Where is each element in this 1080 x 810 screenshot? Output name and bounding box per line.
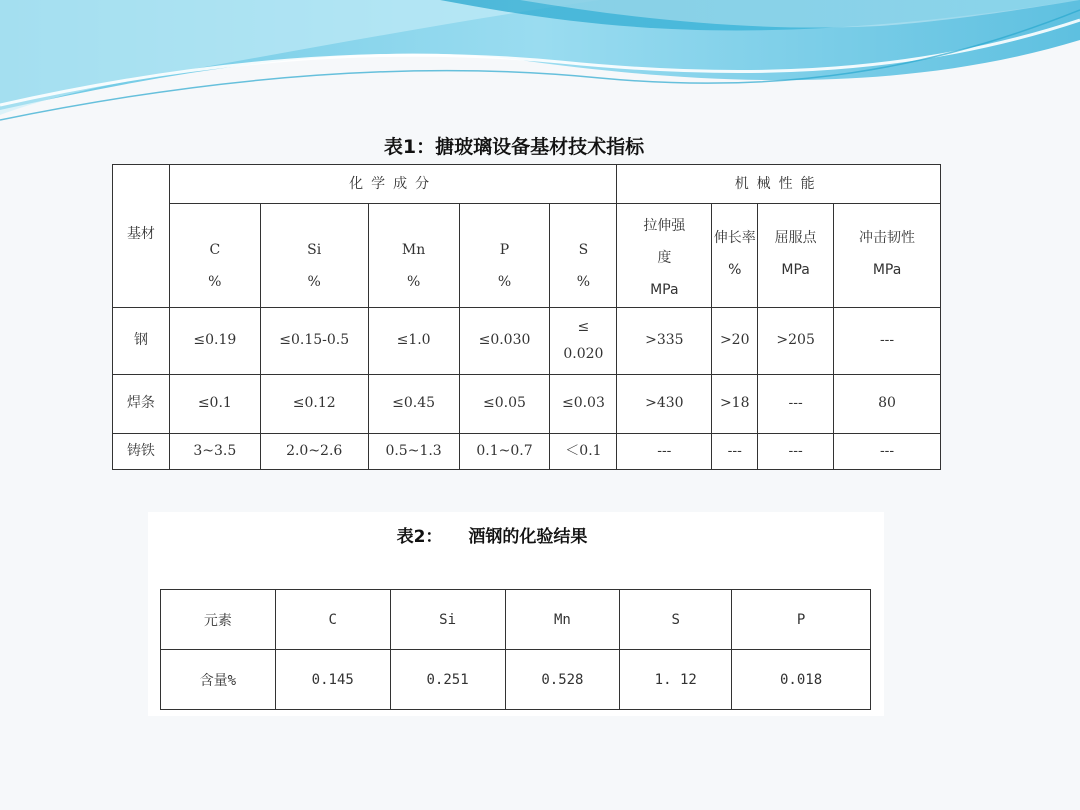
table-cell: 1. 12 <box>620 650 732 710</box>
table1-group-header-row <box>113 165 941 204</box>
col-header-mn: Mn % <box>368 204 459 308</box>
row-label-steel: 钢 <box>113 307 170 374</box>
table1-title: 表1：搪玻璃设备基材技术指标 <box>383 136 645 158</box>
table-cell: >335 <box>617 307 712 374</box>
steel-assay-table <box>160 589 871 710</box>
row-label-electrode: 焊条 <box>113 374 170 433</box>
header-wave-decoration <box>0 0 1080 140</box>
table2-header-cell: P <box>732 590 871 650</box>
table-cell: --- <box>758 433 834 469</box>
col-header-yield-point: 屈服点 MPa <box>758 204 834 308</box>
table-cell: 0.528 <box>505 650 620 710</box>
table-cell: --- <box>712 433 758 469</box>
table-cell: ≤0.030 <box>459 307 550 374</box>
table-cell: 2.0~2.6 <box>260 433 368 469</box>
table-cell: --- <box>834 433 941 469</box>
table-cell: ≤0.1 <box>169 374 260 433</box>
table2-header-cell: Si <box>390 590 505 650</box>
col-header-tensile-strength: 拉伸强 度 MPa <box>617 204 712 308</box>
table-cell: ≤0.45 <box>368 374 459 433</box>
table-row <box>161 650 871 710</box>
row-label-cast-iron: 铸铁 <box>113 433 170 469</box>
table-row <box>113 374 941 433</box>
table-cell: >430 <box>617 374 712 433</box>
substrate-spec-table <box>112 164 941 470</box>
table-cell: ≤0.03 <box>550 374 617 433</box>
table2-header-cell: S <box>620 590 732 650</box>
table-cell: --- <box>834 307 941 374</box>
table-cell: 3~3.5 <box>169 433 260 469</box>
table-cell: ≤ 0.020 <box>550 307 617 374</box>
table-cell: 80 <box>834 374 941 433</box>
col-header-s: S % <box>550 204 617 308</box>
mech-group-header: 机械性能 <box>617 165 941 204</box>
col-header-impact-toughness: 冲击韧性 MPa <box>834 204 941 308</box>
table-cell: 0.1~0.7 <box>459 433 550 469</box>
table-cell: 0.5~1.3 <box>368 433 459 469</box>
table-cell: >20 <box>712 307 758 374</box>
table-cell: 0.251 <box>390 650 505 710</box>
table-cell: --- <box>758 374 834 433</box>
table-cell: ≤0.15-0.5 <box>260 307 368 374</box>
table-cell: --- <box>617 433 712 469</box>
chem-group-header: 化学成分 <box>169 165 617 204</box>
table-cell: 含量% <box>161 650 276 710</box>
table-row <box>113 433 941 469</box>
table-cell: ≤1.0 <box>368 307 459 374</box>
table-cell: ≤0.05 <box>459 374 550 433</box>
table-cell: ≤0.19 <box>169 307 260 374</box>
table-cell: 0.018 <box>732 650 871 710</box>
table1-column-header-row <box>113 204 941 308</box>
col-header-elongation: 伸长率 % <box>712 204 758 308</box>
table-row <box>113 307 941 374</box>
table-cell: ≤0.12 <box>260 374 368 433</box>
table-cell: ＜0.1 <box>550 433 617 469</box>
table-cell: >18 <box>712 374 758 433</box>
col-header-c: C % <box>169 204 260 308</box>
table1-corner-header: 基材 <box>113 165 170 308</box>
col-header-p: P % <box>459 204 550 308</box>
table2-header-row <box>161 590 871 650</box>
table-cell: >205 <box>758 307 834 374</box>
table2-header-cell: 元素 <box>161 590 276 650</box>
col-header-si: Si % <box>260 204 368 308</box>
table2-header-cell: C <box>275 590 390 650</box>
table2-title: 表2： 酒钢的化验结果 <box>396 527 588 547</box>
table2-header-cell: Mn <box>505 590 620 650</box>
table-cell: 0.145 <box>275 650 390 710</box>
